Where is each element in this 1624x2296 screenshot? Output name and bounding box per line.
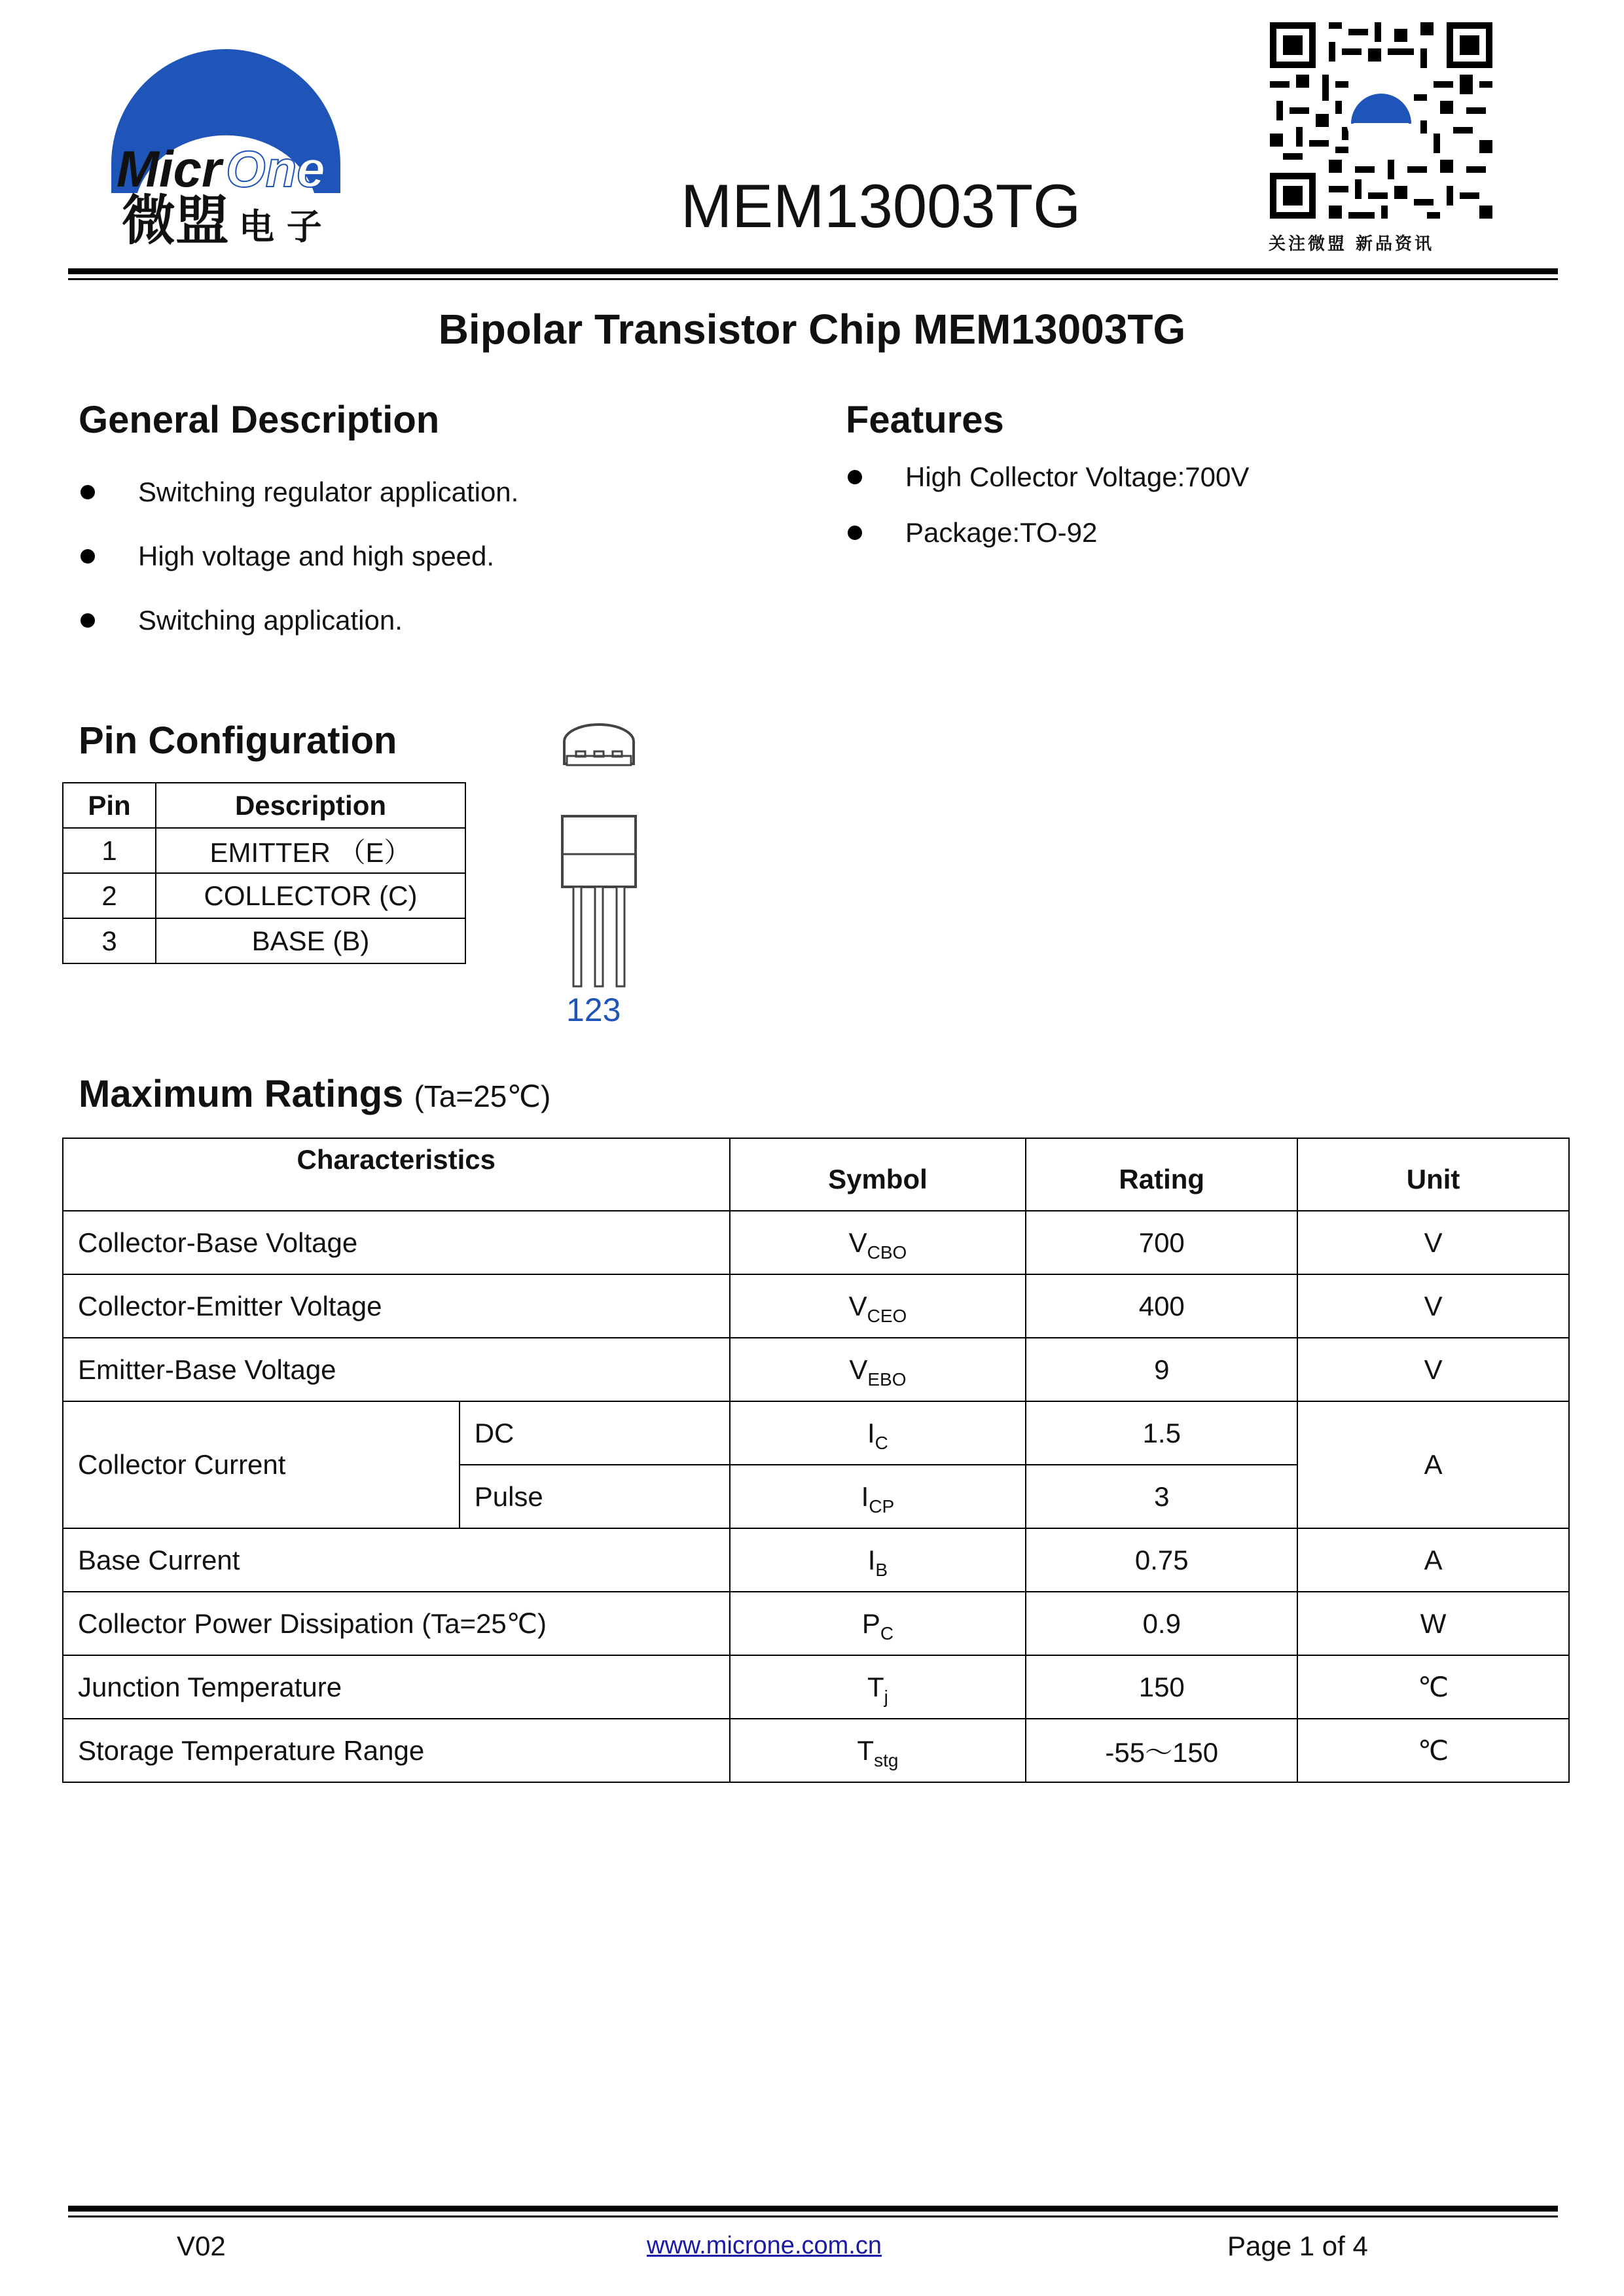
- pin-column-header: Pin: [63, 783, 156, 828]
- description-item-text: Switching regulator application.: [138, 476, 519, 507]
- table-row: [63, 1528, 1569, 1592]
- characteristics-header: Characteristics: [63, 1138, 730, 1211]
- symbol-cell: $V_{EBO}$: [730, 1338, 1026, 1401]
- table-row: [63, 1274, 1569, 1338]
- symbol-cell: $V_{CBO}$: [730, 1211, 1026, 1274]
- main-title: Bipolar Transistor Chip MEM13003TG: [438, 306, 1186, 353]
- feature-item: [848, 517, 1097, 548]
- footer-rule: [68, 2206, 1558, 2212]
- general-description-heading: General Description: [79, 399, 440, 441]
- website-link[interactable]: www.microne.com.cn: [647, 2232, 882, 2259]
- pin-description: EMITTER （E）: [156, 828, 465, 873]
- to92-package-diagram: [550, 723, 648, 1031]
- table-row: [63, 1401, 1569, 1465]
- description-item: [81, 476, 518, 508]
- max-ratings-title: Maximum Ratings: [79, 1073, 404, 1115]
- description-column-header: Description: [156, 783, 465, 828]
- svg-text:One: One: [226, 140, 325, 198]
- svg-text:电 子: 电 子: [239, 206, 322, 247]
- characteristic-name: Collector Power Dissipation (Ta=25℃): [63, 1592, 730, 1655]
- document-title: MEM13003TG: [681, 171, 1081, 240]
- characteristic-variant: DC: [460, 1401, 730, 1465]
- pin-description: BASE (B): [156, 918, 465, 963]
- pin-configuration-heading: Pin Configuration: [79, 719, 397, 762]
- rating-value: 0.9: [1026, 1592, 1297, 1655]
- table-row: [63, 1592, 1569, 1655]
- features-heading: Features: [846, 399, 1004, 441]
- table-row: [63, 828, 465, 873]
- unit-value: V: [1297, 1338, 1569, 1401]
- unit-value: A: [1297, 1528, 1569, 1592]
- symbol-cell: $T_j$: [730, 1655, 1026, 1719]
- rating-value: -55～150: [1026, 1719, 1297, 1782]
- description-item: [81, 605, 403, 636]
- feature-item: [848, 461, 1249, 493]
- rating-value: 150: [1026, 1655, 1297, 1719]
- feature-item-text: High Collector Voltage:700V: [905, 461, 1250, 492]
- bullet-icon: [81, 485, 95, 499]
- header-rule: [68, 268, 1558, 274]
- symbol-header: Symbol: [730, 1138, 1026, 1211]
- rating-header: Rating: [1026, 1138, 1297, 1211]
- pin-table: [62, 782, 466, 964]
- rating-value: 1.5: [1026, 1401, 1297, 1465]
- rating-value: 9: [1026, 1338, 1297, 1401]
- max-ratings-table: [62, 1138, 1570, 1783]
- pin-description: COLLECTOR (C): [156, 873, 465, 918]
- characteristic-name: Emitter-Base Voltage: [63, 1338, 730, 1401]
- svg-text:Micr: Micr: [117, 140, 222, 198]
- symbol-cell: $I_B$: [730, 1528, 1026, 1592]
- characteristic-name: Storage Temperature Range: [63, 1719, 730, 1782]
- description-item-text: High voltage and high speed.: [138, 541, 495, 571]
- qr-caption: 关注微盟 新品资讯: [1269, 234, 1435, 254]
- max-ratings-heading: [79, 1072, 550, 1116]
- table-row: [63, 918, 465, 963]
- rating-value: 3: [1026, 1465, 1297, 1528]
- symbol-cell: $I_C$: [730, 1401, 1026, 1465]
- rating-value: 400: [1026, 1274, 1297, 1338]
- bullet-icon: [848, 526, 862, 540]
- characteristic-variant: Pulse: [460, 1465, 730, 1528]
- characteristic-name: Collector-Emitter Voltage: [63, 1274, 730, 1338]
- pin-number: 1: [63, 828, 156, 873]
- table-row: [63, 1338, 1569, 1401]
- qr-code: [1270, 22, 1492, 219]
- microne-logo: [98, 29, 353, 252]
- footer-rule-thin: [68, 2215, 1558, 2217]
- unit-value: V: [1297, 1211, 1569, 1274]
- characteristic-name: Collector Current: [63, 1401, 460, 1528]
- unit-value: A: [1297, 1401, 1569, 1528]
- unit-value: V: [1297, 1274, 1569, 1338]
- characteristic-name: Base Current: [63, 1528, 730, 1592]
- bullet-icon: [81, 613, 95, 628]
- footer-version: V02: [177, 2231, 226, 2261]
- max-ratings-condition: (Ta=25℃): [414, 1079, 551, 1113]
- symbol-cell: $I_{CP}$: [730, 1465, 1026, 1528]
- pin-table-header: [63, 783, 465, 828]
- page-number: Page 1 of 4: [1227, 2231, 1368, 2261]
- symbol-cell: $P_C$: [730, 1592, 1026, 1655]
- symbol-cell: $T_{stg}$: [730, 1719, 1026, 1782]
- svg-text:微盟: 微盟: [122, 190, 230, 252]
- pin-order-label: 123: [566, 992, 621, 1028]
- bullet-icon: [81, 549, 95, 564]
- table-row: [63, 873, 465, 918]
- feature-item-text: Package:TO-92: [905, 517, 1098, 548]
- rating-value: 700: [1026, 1211, 1297, 1274]
- table-row: [63, 1211, 1569, 1274]
- description-item: [81, 541, 494, 572]
- pin-number: 2: [63, 873, 156, 918]
- unit-header: Unit: [1297, 1138, 1569, 1211]
- table-row: [63, 1719, 1569, 1782]
- description-item-text: Switching application.: [138, 605, 403, 636]
- symbol-cell: $V_{CEO}$: [730, 1274, 1026, 1338]
- characteristic-name: Collector-Base Voltage: [63, 1211, 730, 1274]
- table-row: [63, 1655, 1569, 1719]
- characteristic-name: Junction Temperature: [63, 1655, 730, 1719]
- pin-number: 3: [63, 918, 156, 963]
- unit-value: ℃: [1297, 1655, 1569, 1719]
- unit-value: ℃: [1297, 1719, 1569, 1782]
- ratings-header-row: [63, 1138, 1569, 1211]
- unit-value: W: [1297, 1592, 1569, 1655]
- header-rule-thin: [68, 278, 1558, 280]
- rating-value: 0.75: [1026, 1528, 1297, 1592]
- bullet-icon: [848, 470, 862, 484]
